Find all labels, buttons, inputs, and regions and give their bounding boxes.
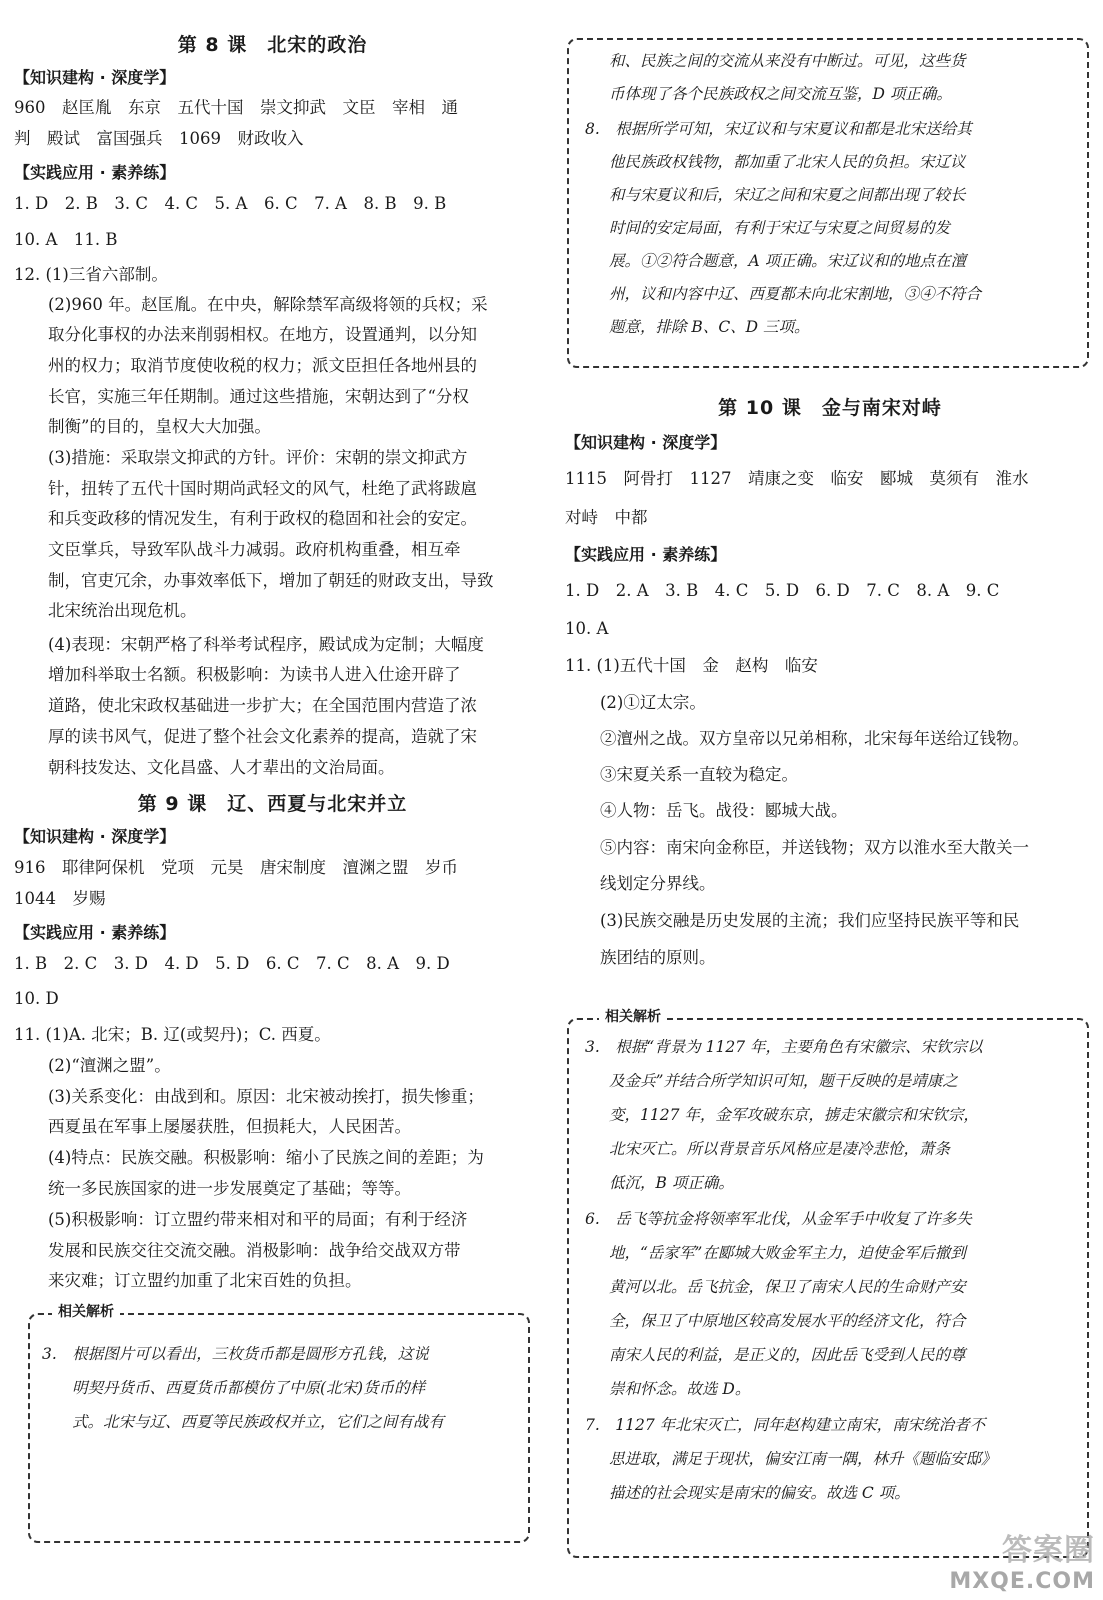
lesson8-answer-line: 取分化事权的办法来削弱相权。在地方，设置通判，以分知	[48, 325, 477, 344]
lesson8-answer-line: (3)措施：采取崇文抑武的方针。评价：宋朝的崇文抑武方	[48, 448, 468, 467]
site-watermark	[949, 1525, 1095, 1594]
analysis-line: 7. 1127 年北宋灭亡，同年赵构建立南宋，南宋统治者不	[585, 1416, 986, 1434]
analysis-line: 8. 根据所学可知，宋辽议和与宋夏议和都是北宋送给其	[585, 120, 972, 138]
lesson8-answer-line: (4)表现：宋朝严格了科举考试程序，殿试成为定制；大幅度	[48, 635, 484, 654]
lesson8-answer-line: 道路，使北宋政权基础进一步扩大；在全国范围内营造了浓	[48, 696, 477, 715]
lesson9-analysis-box	[28, 1304, 530, 1543]
watermark-url: MXQE.COM	[949, 1569, 1095, 1594]
lesson10-answer-line: (3)民族交融是历史发展的主流；我们应坚持民族平等和民	[600, 911, 1020, 930]
lesson10-practice-heading: 【实践应用 · 素养练】	[565, 545, 727, 564]
lesson8-answer-line: (2)960 年。赵匡胤。在中央，解除禁军高级将领的兵权；采	[48, 295, 488, 314]
lesson10-answer-line: ②澶州之战。双方皇帝以兄弟相称，北宋每年送给辽钱物。	[600, 729, 1029, 748]
analysis-line: 展。①②符合题意，A 项正确。宋辽议和的地点在澶	[609, 252, 967, 270]
lesson8-answer-line: 北宋统治出现危机。	[48, 601, 197, 620]
lesson8-answer-line: 制衡”的目的，皇权大大加强。	[48, 417, 271, 436]
analysis-line: 北宋灭亡。所以背景音乐风格应是凄冷悲怆，萧条	[609, 1140, 951, 1158]
lesson10-answer-line: 线划定分界线。	[600, 874, 716, 893]
analysis-line: 全，保卫了中原地区较高发展水平的经济文化，符合	[609, 1312, 966, 1330]
lesson9-answer-line: (4)特点：民族交融。积极影响：缩小了民族之间的差距；为	[48, 1148, 484, 1167]
analysis-line: 3. 根据“背景为 1127 年，主要角色有宋徽宗、宋钦宗以	[585, 1038, 983, 1056]
analysis-line: 式。北宋与辽、西夏等民族政权并立，它们之间有战有	[72, 1413, 445, 1431]
analysis-line: 时间的安定局面，有利于宋辽与宋夏之间贸易的发	[609, 219, 951, 237]
lesson9-answer-line: (5)积极影响：订立盟约带来相对和平的局面；有利于经济	[48, 1210, 468, 1229]
lesson8-answer-line: 12. (1)三省六部制。	[14, 265, 168, 284]
lesson8-answer-line: 10. A 11. B	[14, 230, 118, 249]
lesson8-answer-line: 和兵变政移的情况发生，有利于政权的稳固和社会的安定。	[48, 509, 477, 528]
analysis-label: 相关解析	[599, 1008, 667, 1026]
lesson10-knowledge-line: 1115 阿骨打 1127 靖康之变 临安 郾城 莫须有 淮水	[565, 469, 1029, 488]
analysis-line: 州，议和内容中辽、西夏都未向北宋割地，③④不符合	[609, 285, 982, 303]
lesson8-answer-line: 针，扭转了五代十国时期尚武轻文的风气，杜绝了武将跋扈	[48, 479, 477, 498]
lesson10-answer-line: ③宋夏关系一直较为稳定。	[600, 765, 798, 784]
analysis-line: 和与宋夏议和后，宋辽之间和宋夏之间都出现了较长	[609, 186, 966, 204]
lesson10-answer-line: 族团结的原则。	[600, 948, 716, 967]
analysis-line: 描述的社会现实是南宋的偏安。故选 C 项。	[609, 1484, 910, 1502]
lesson9-answer-line: (2)“澶渊之盟”。	[48, 1056, 171, 1075]
lesson9-answer-line: 来灾难；订立盟约加重了北宋百姓的负担。	[48, 1271, 362, 1290]
lesson10-knowledge-line: 对峙 中都	[565, 508, 648, 527]
analysis-line: 黄河以北。岳飞抗金，保卫了南宋人民的生命财产安	[609, 1278, 966, 1296]
lesson8-answer-line: 1. D 2. B 3. C 4. C 5. A 6. C 7. A 8. B 9. B	[14, 194, 447, 213]
lesson10-answer-line: 11. (1)五代十国 金 赵构 临安	[565, 656, 818, 675]
analysis-line: 低沉，B 项正确。	[609, 1174, 734, 1192]
lesson8-answer-line: 制，官吏冗余，办事效率低下，增加了朝廷的财政支出，导致	[48, 571, 494, 590]
analysis-line: 题意，排除 B、C、D 三项。	[609, 318, 810, 336]
analysis-line: 变，1127 年，金军攻破东京，掳走宋徽宗和宋钦宗，	[609, 1106, 979, 1124]
analysis-line: 明契丹货币、西夏货币都模仿了中原(北宋)货币的样	[72, 1379, 426, 1397]
lesson8-knowledge-heading: 【知识建构 · 深度学】	[14, 68, 176, 87]
analysis-line: 6. 岳飞等抗金将领率军北伐，从金军手中收复了许多失	[585, 1210, 972, 1228]
analysis-line: 和、民族之间的交流从来没有中断过。可见，这些货	[609, 52, 966, 70]
lesson10-answer-line: ⑤内容：南宋向金称臣，并送钱物；双方以淮水至大散关一	[600, 838, 1029, 857]
lesson9-title: 第 9 课 辽、西夏与北宋并立	[137, 793, 408, 815]
analysis-line: 他民族政权钱物，都加重了北宋人民的负担。宋辽议	[609, 153, 966, 171]
lesson9-knowledge-heading: 【知识建构 · 深度学】	[14, 827, 176, 846]
lesson8-answer-line: 增加科举取士名额。积极影响：为读书人进入仕途开辟了	[48, 665, 461, 684]
lesson9-answer-line: 10. D	[14, 989, 59, 1008]
lesson9-answer-line: 统一多民族国家的进一步发展奠定了基础；等等。	[48, 1179, 411, 1198]
analysis-line: 南宋人民的利益，是正义的，因此岳飞受到人民的尊	[609, 1346, 966, 1364]
lesson8-knowledge-line: 判 殿试 富国强兵 1069 财政收入	[14, 129, 304, 148]
lesson8-answer-line: 州的权力；取消节度使收税的权力；派文臣担任各地州县的	[48, 356, 477, 375]
lesson8-answer-line: 长官，实施三年任期制。通过这些措施，宋朝达到了“分权	[48, 387, 469, 406]
lesson9-answer-line: 发展和民族交往交流交融。消极影响：战争给交战双方带	[48, 1241, 461, 1260]
analysis-label: 相关解析	[52, 1303, 120, 1321]
analysis-line: 及金兵”并结合所学知识可知，题干反映的是靖康之	[609, 1072, 958, 1090]
analysis-line: 崇和怀念。故选 D。	[609, 1380, 751, 1398]
analysis-line: 思进取，满足于现状，偏安江南一隅，林升《题临安邸》	[609, 1450, 997, 1468]
lesson9-analysis-box-continued	[567, 38, 1089, 368]
lesson9-answer-line: (3)关系变化：由战到和。原因：北宋被动挨打，损失惨重；	[48, 1087, 484, 1106]
lesson10-answer-line: 10. A	[565, 619, 609, 638]
lesson8-title: 第 8 课 北宋的政治	[177, 34, 368, 56]
lesson8-answer-line: 朝科技发达、文化昌盛、人才辈出的文治局面。	[48, 758, 395, 777]
lesson8-answer-line: 厚的读书风气，促进了整个社会文化素养的提高，造就了宋	[48, 727, 477, 746]
lesson9-answer-line: 1. B 2. C 3. D 4. D 5. D 6. C 7. C 8. A 9. D	[14, 954, 450, 973]
analysis-line: 地，“岳家军”在郾城大败金军主力，迫使金军后撤到	[609, 1244, 966, 1262]
lesson10-answer-line: (2)①辽太宗。	[600, 693, 706, 712]
lesson9-answer-line: 11. (1)A. 北宋；B. 辽(或契丹)；C. 西夏。	[14, 1025, 331, 1044]
lesson10-answer-line: 1. D 2. A 3. B 4. C 5. D 6. D 7. C 8. A 9. C	[565, 581, 1000, 600]
lesson10-title: 第 10 课 金与南宋对峙	[718, 397, 942, 419]
lesson10-answer-line: ④人物：岳飞。战役：郾城大战。	[600, 801, 848, 820]
analysis-line: 3. 根据图片可以看出，三枚货币都是圆形方孔钱，这说	[42, 1345, 429, 1363]
lesson9-answer-line: 西夏虽在军事上屡屡获胜，但损耗大，人民困苦。	[48, 1117, 411, 1136]
lesson9-knowledge-line: 1044 岁赐	[14, 889, 106, 908]
lesson10-analysis-box	[567, 1009, 1089, 1558]
lesson10-knowledge-heading: 【知识建构 · 深度学】	[565, 433, 727, 452]
analysis-line: 币体现了各个民族政权之间交流互鉴，D 项正确。	[609, 85, 952, 103]
watermark-logo-text: 答案圈	[1002, 1533, 1095, 1568]
lesson9-practice-heading: 【实践应用 · 素养练】	[14, 923, 176, 942]
lesson9-knowledge-line: 916 耶律阿保机 党项 元昊 唐宋制度 澶渊之盟 岁币	[14, 858, 458, 877]
lesson8-answer-line: 文臣掌兵，导致军队战斗力减弱。政府机构重叠，相互牵	[48, 540, 461, 559]
lesson8-practice-heading: 【实践应用 · 素养练】	[14, 163, 176, 182]
lesson8-knowledge-line: 960 赵匡胤 东京 五代十国 崇文抑武 文臣 宰相 通	[14, 98, 458, 117]
